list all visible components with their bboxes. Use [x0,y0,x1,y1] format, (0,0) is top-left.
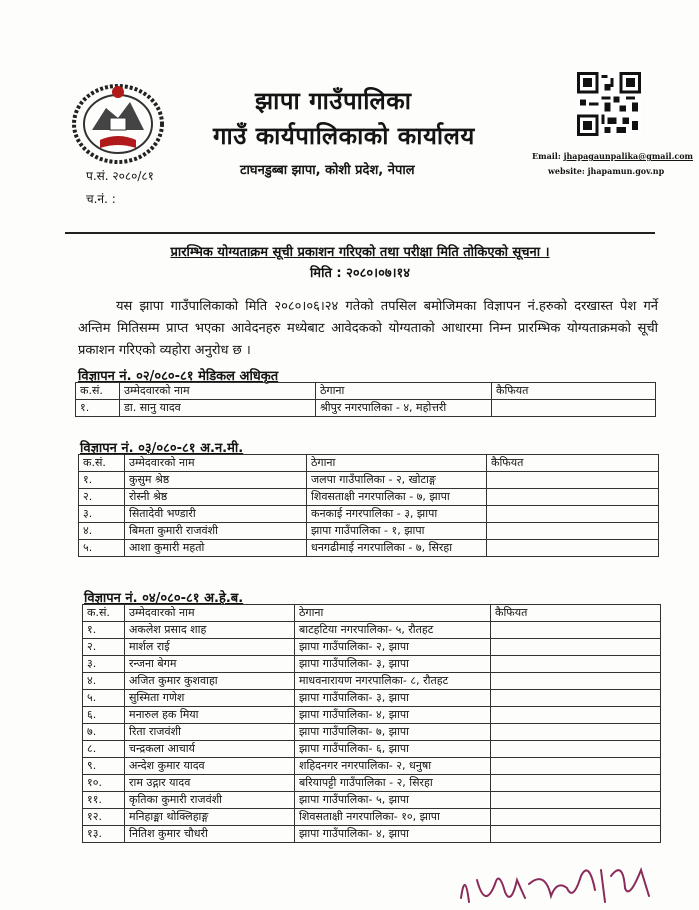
handwritten-signature [455,840,665,910]
table-row [83,690,661,707]
cell-address: धनगढीमाई नगरपालिका - ७, सिरहा [307,540,487,557]
cell-name: अजित कुमार कुशवाहा [125,673,295,690]
cell-sn: ७. [83,724,125,741]
cell-sn: १. [79,472,125,489]
website-link[interactable]: jhapamun.gov.np [587,166,665,176]
table-row [83,622,661,639]
cell-address: शिवसताक्षी नगरपालिका - ७, झापा [307,489,487,506]
notice-body: यस झापा गाउँपालिकाको मिति २०८०।०६।२४ गतेको तपसिल बमोजिमका विज्ञापन नं.हरुको दरखास्त पेश गर्ने अन्तिम मितिसम्म प्राप्त भएका आवेदनहरु मध्येबाट आवेदकको योग्यताको आधारमा निम्न प्रारम्भिक योग्यताक्रमको सूची प्रकाशन गरिएको व्यहोरा अनुरोध छ । [78,299,658,358]
header-address: ठेगाना [295,605,491,622]
cell-sn: १०. [83,775,125,792]
notice-date: मिति : २०८०।०७।१४ [309,266,411,281]
table-row [79,489,659,506]
cell-address: बरियापट्टी गाउँपालिका - २, सिरहा [295,775,491,792]
table-row [79,472,659,489]
cell-remarks [491,775,661,792]
email-label: Email: [532,151,561,161]
cell-name: मनारुल हक मिया [125,707,295,724]
table-row [83,639,661,656]
section-heading: विज्ञापन नं. ०३/०८०-८१ अ.न.मी. [80,441,244,456]
cell-name: मनिहाङ्मा थोक्लिहाङ्ग [125,809,295,826]
cell-sn: ४. [79,523,125,540]
table-row [79,523,659,540]
header-sn: क.सं. [83,605,125,622]
header-name: उम्मेदवारको नाम [125,605,295,622]
cell-remarks [487,506,659,523]
notice-subject: प्रारम्भिक योग्यताक्रम सूची प्रकाशन गरिएको तथा परीक्षा मिति तोकिएको सूचना । [170,245,550,260]
cell-sn: ४. [83,673,125,690]
cell-name: रिता राजवंशी [125,724,295,741]
header-address: ठेगाना [307,455,487,472]
cell-name: कृतिका कुमारी राजवंशी [125,792,295,809]
cell-sn: ३. [83,656,125,673]
website-label: website: [548,166,585,176]
table-header-row [83,605,661,622]
table-row [83,792,661,809]
cell-sn: १३. [83,826,125,843]
office-address: टाघनडुब्बा झापा, कोशी प्रदेश, नेपाल [240,163,415,178]
cell-remarks [491,673,661,690]
cell-address: श्रीपुर नगरपालिका - ४, महोत्तरी [316,400,492,417]
cell-name: अकलेश प्रसाद शाह [125,622,295,639]
cell-sn: ५. [83,690,125,707]
cell-address: झापा गाउँपालिका- ४, झापा [295,707,491,724]
dispatch-number: च.नं. : [86,192,116,206]
cell-name: बिमता कुमारी राजवंशी [125,523,307,540]
table-row [83,724,661,741]
website-line [548,166,664,176]
cell-remarks [487,472,659,489]
table-row [83,673,661,690]
cell-name: नितिश कुमार चौधरी [125,826,295,843]
cell-remarks [491,809,661,826]
section-heading: विज्ञापन नं. ०२/०८०-८१ मेडिकल अधिकृत [78,369,279,384]
cell-address: झापा गाउँपालिका- ४, झापा [295,826,491,843]
cell-address: शहिदनगर नगरपालिका- २, धनुषा [295,758,491,775]
cell-address: झापा गाउँपालिका- ५, झापा [295,792,491,809]
cell-name: मार्शल राई [125,639,295,656]
office-title-primary: झापा गाउँपालिका [255,87,412,115]
table-row [83,775,661,792]
cell-name: सुस्मिता गणेश [125,690,295,707]
section-heading: विज्ञापन नं. ०४/०८०-८१ अ.हे.ब. [84,591,244,606]
cell-name: रन्जना बेगम [125,656,295,673]
header-name: उम्मेदवारको नाम [125,455,307,472]
header-address: ठेगाना [316,383,492,400]
cell-name: अन्देश कुमार यादव [125,758,295,775]
cell-name: आशा कुमारी महतो [125,540,307,557]
cell-address: झापा गाउँपालिका - १, झापा [307,523,487,540]
cell-remarks [491,690,661,707]
cell-sn: ५. [79,540,125,557]
cell-sn: ९. [83,758,125,775]
header-sn: क.सं. [79,455,125,472]
email-line [532,151,693,161]
cell-sn: २. [83,639,125,656]
cell-remarks [491,656,661,673]
cell-name: सितादेवी भण्डारी [125,506,307,523]
candidate-table [78,454,659,557]
cell-sn: ११. [83,792,125,809]
cell-address: झापा गाउँपालिका- ३, झापा [295,656,491,673]
header-name: उम्मेदवारको नाम [120,383,316,400]
government-emblem-icon [70,78,166,164]
cell-remarks [491,792,661,809]
cell-address: शिवसताक्षी नगरपालिका- १०, झापा [295,809,491,826]
cell-address: झापा गाउँपालिका- ७, झापा [295,724,491,741]
cell-remarks [491,758,661,775]
cell-name: चन्द्रकला आचार्य [125,741,295,758]
cell-remarks [491,707,661,724]
cell-sn: १. [76,400,120,417]
cell-sn: २. [79,489,125,506]
candidate-table [75,382,656,417]
cell-name: रोस्नी श्रेष्ठ [125,489,307,506]
cell-address: बाटहटिया नगरपालिका- ५, रौतहट [295,622,491,639]
cell-name: कुसुम श्रेष्ठ [125,472,307,489]
cell-remarks [487,540,659,557]
cell-remarks [487,489,659,506]
header-remarks: कैफियत [491,605,661,622]
cell-remarks [492,400,656,417]
table-row [76,400,656,417]
cell-sn: ८. [83,741,125,758]
table-row [83,656,661,673]
cell-address: झापा गाउँपालिका- ३, झापा [295,690,491,707]
header-sn: क.सं. [76,383,120,400]
cell-remarks [491,724,661,741]
reference-number: प.सं. २०८०/८१ [86,169,154,183]
cell-remarks [487,523,659,540]
header-remarks: कैफियत [492,383,656,400]
cell-sn: ६. [83,707,125,724]
table-row [83,741,661,758]
qr-code-icon [577,72,641,136]
table-row [83,758,661,775]
table-row [83,809,661,826]
header-remarks: कैफियत [487,455,659,472]
cell-name: डा. सानु यादव [120,400,316,417]
cell-sn: १. [83,622,125,639]
cell-address: माधवनारायण नगरपालिका- ८, रौतहट [295,673,491,690]
cell-address: झापा गाउँपालिका- २, झापा [295,639,491,656]
cell-remarks [491,639,661,656]
table-row [79,506,659,523]
candidate-table [82,604,661,843]
cell-remarks [491,741,661,758]
cell-address: जलपा गाउँपालिका - २, खोटाङ्ग [307,472,487,489]
cell-address: कनकाई नगरपालिका - ३, झापा [307,506,487,523]
table-row [83,707,661,724]
email-link[interactable]: jhapagaunpalika@gmail.com [563,151,694,161]
office-title-secondary: गाउँ कार्यपालिकाको कार्यालय [213,122,475,150]
table-header-row [79,455,659,472]
table-header-row [76,383,656,400]
cell-address: झापा गाउँपालिका- ६, झापा [295,741,491,758]
cell-sn: ३. [79,506,125,523]
table-row [79,540,659,557]
cell-remarks [491,622,661,639]
cell-sn: १२. [83,809,125,826]
cell-name: राम उद्गार यादव [125,775,295,792]
header-divider [65,232,655,234]
